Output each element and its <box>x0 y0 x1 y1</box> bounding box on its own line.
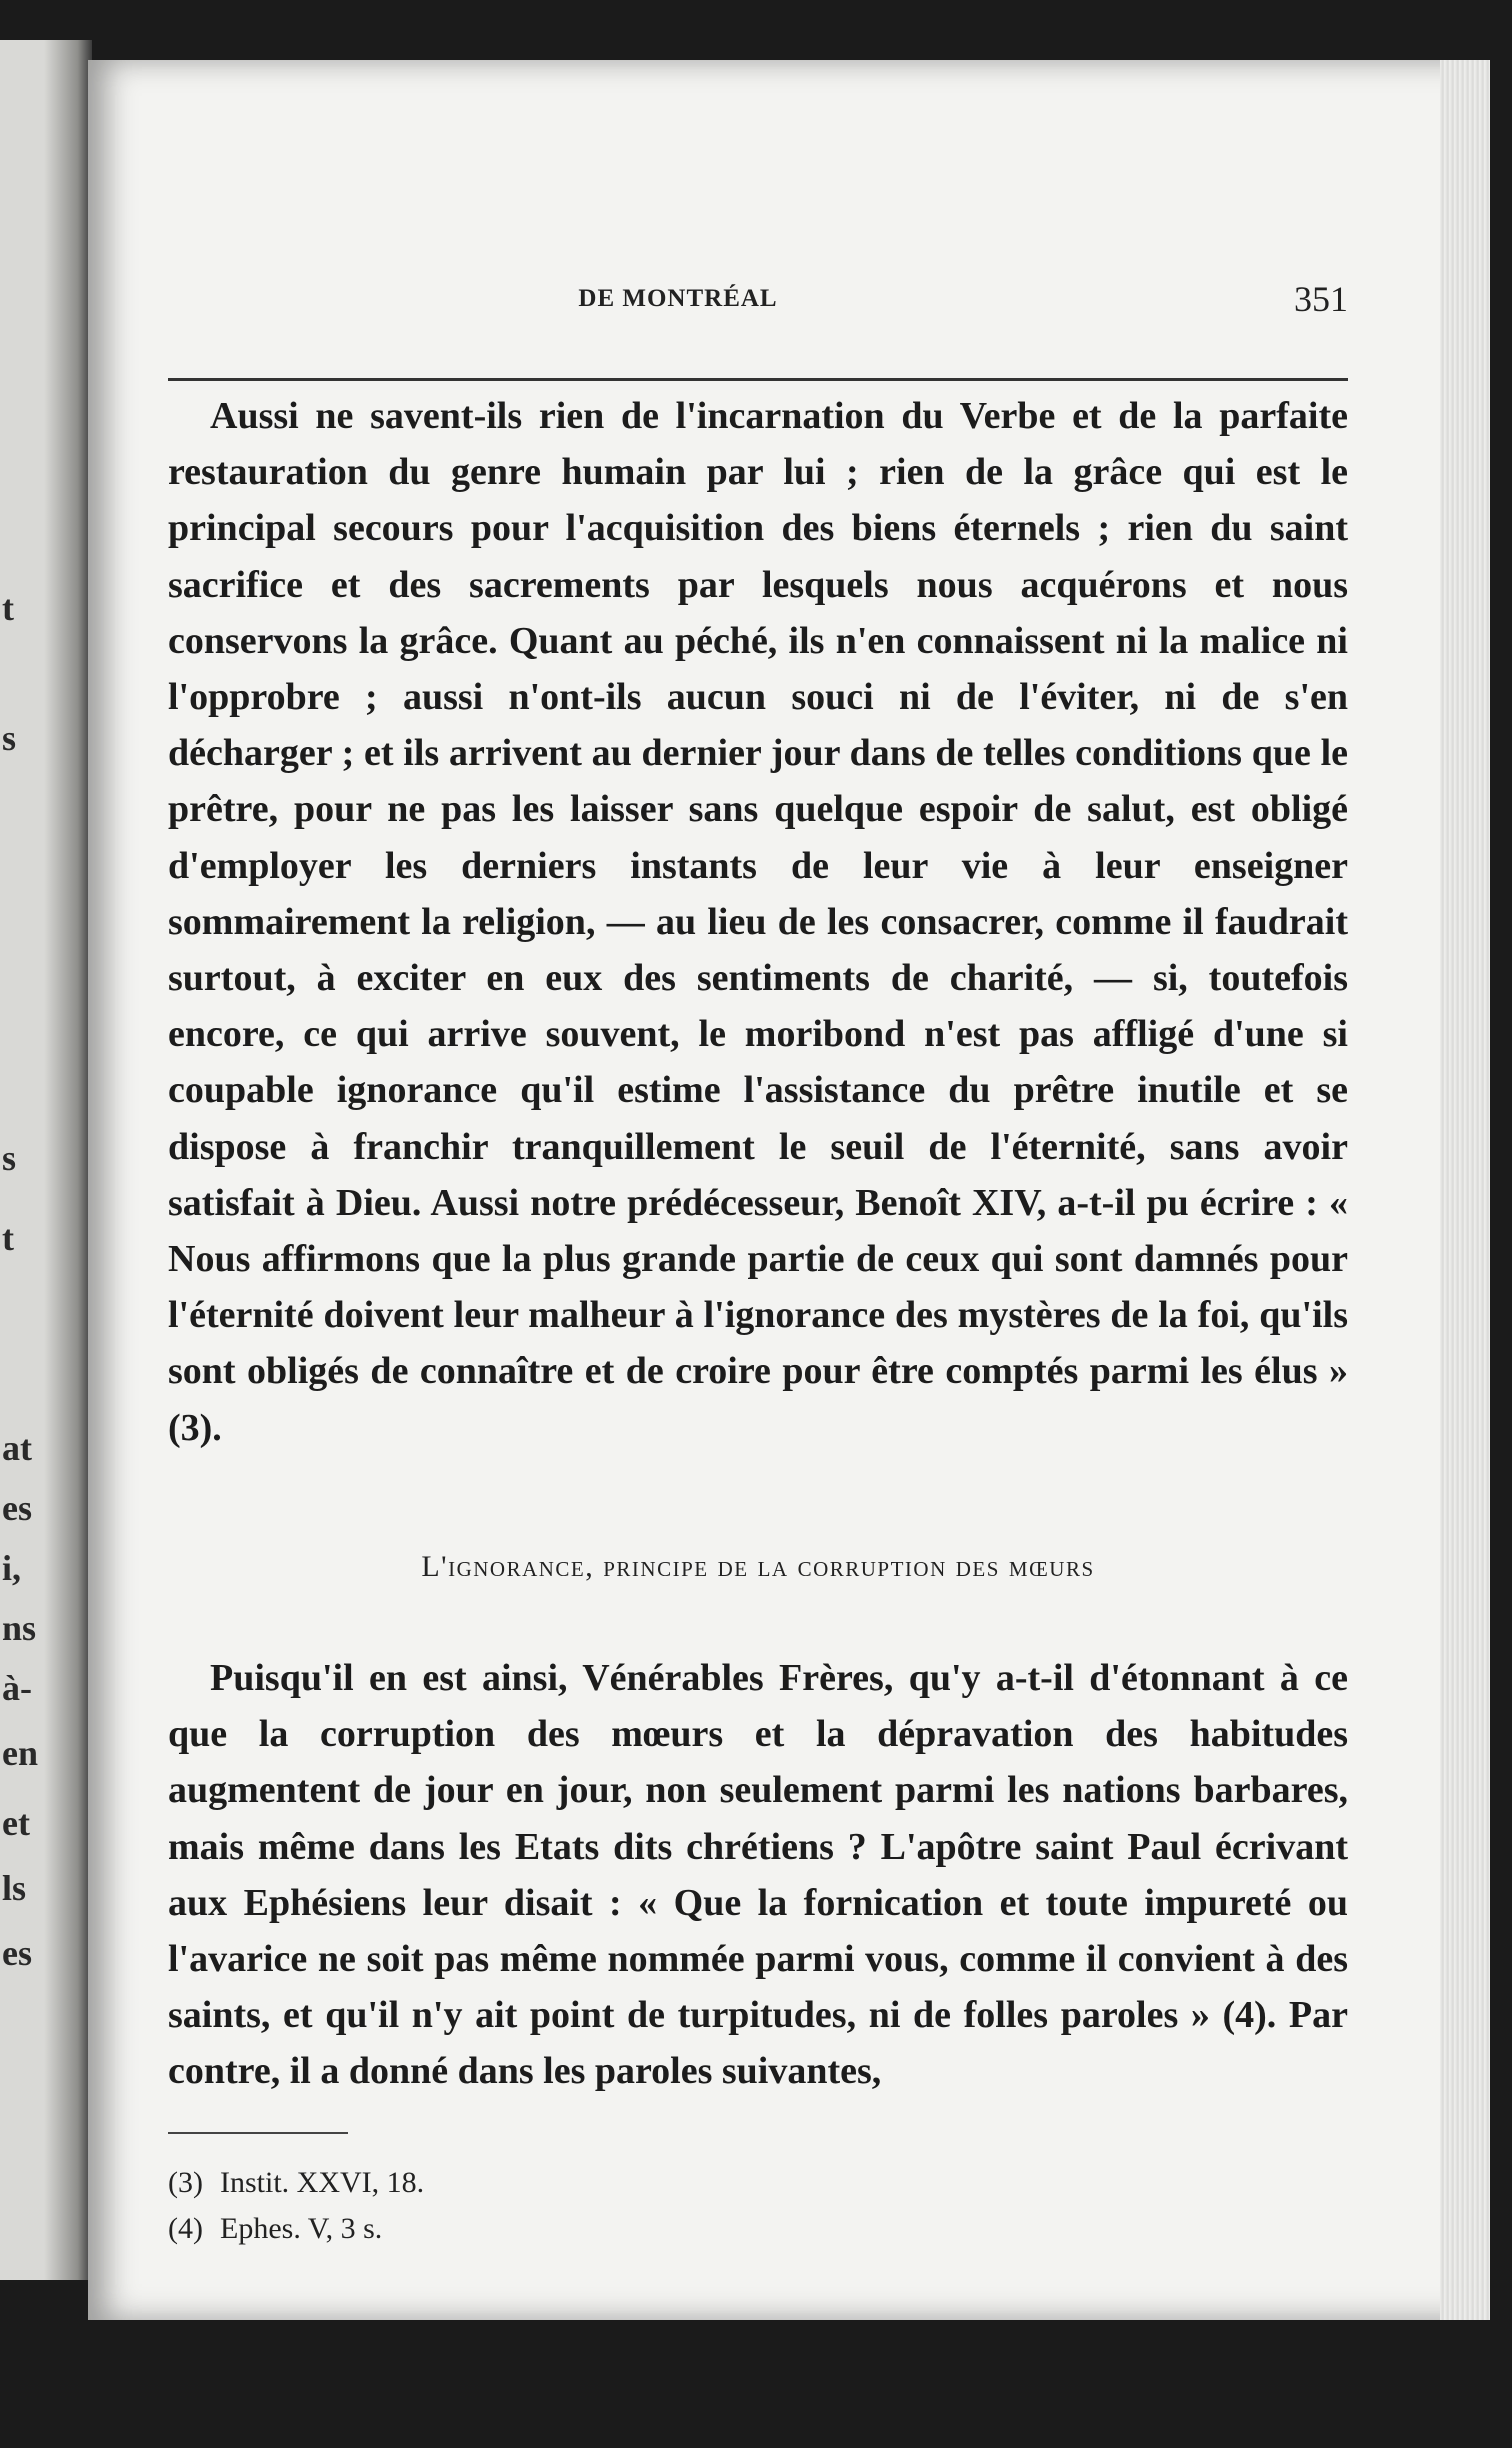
book-gutter <box>44 40 92 2280</box>
footnote-text: Ephes. V, 3 s. <box>220 2212 383 2245</box>
running-header <box>168 230 1348 330</box>
header-title: DE MONTRÉAL <box>578 285 778 312</box>
footnote-text: Instit. XXVI, 18. <box>220 2166 425 2199</box>
facing-page-fragment: t <box>2 588 14 628</box>
footnote <box>168 2206 1068 2252</box>
footnote-mark: (3) <box>168 2166 203 2199</box>
header-rule <box>168 378 1348 381</box>
facing-page-fragment: ns <box>2 1608 37 1648</box>
facing-page-fragment: t <box>2 1218 14 1258</box>
page-stack-edge <box>1440 60 1490 2320</box>
footnote-rule <box>168 2132 348 2134</box>
facing-page-fragment: à- <box>2 1668 32 1708</box>
facing-page-fragment: es <box>2 1933 32 1973</box>
body-paragraph: Puisqu'il en est ainsi, Vénérables Frères, qu'y a-t-il d'étonnant à ce que la corruption des mœurs et la dépravation des habitudes augmentent de jour en jour, non seulement parmi les nations barbares, mais même dans les Etats dits chrétiens ? L'apôtre saint Paul écrivant aux Ephésiens leur disait : « Que la fornication et toute impureté ou l'avarice ne soit pas même nommée parmi vous, comme il convient à des saints, et qu'il n'y ait point de turpitudes, ni de folles paroles » (4). Par contre, il a donné dans les paroles suivantes, <box>168 1657 1348 2093</box>
book-page <box>88 60 1458 2320</box>
facing-page-fragment: en <box>2 1733 38 1773</box>
section-heading: L'ignorance, principe de la corruption des mœurs <box>421 1550 1095 1583</box>
footnote <box>168 2160 1068 2206</box>
footnotes <box>168 2160 1068 2252</box>
body-paragraph: Aussi ne savent-ils rien de l'incarnation du Verbe et de la parfaite restauration du genre humain par lui ; rien de la grâce qui est le principal secours pour l'acquisition des biens éternels ; rien du saint sacrifice et des sacrements par lesquels nous acquérons et nous conservons la grâce. Quant au péché, ils n'en connaissent ni la malice ni l'opprobre ; aussi n'ont-ils aucun souci ni de l'éviter, ni de s'en décharger ; et ils arrivent au dernier jour dans de telles conditions que le prêtre, pour ne pas les laisser sans quelque espoir de salut, est obligé d'employer les derniers instants de leur vie à leur enseigner sommairement la religion, — au lieu de les consacrer, comme il faudrait surtout, à exciter en eux des sentiments de charité, — si, toutefois encore, ce qui arrive souvent, le moribond n'est pas affligé d'une si coupable ignorance qu'il estime l'assistance du prêtre inutile et se dispose à franchir tranquillement le seuil de l'éternité, sans avoir satisfait à Dieu. Aussi notre prédécesseur, Benoît XIV, a-t-il pu écrire : « Nous affirmons que la plus grande partie de ceux qui sont damnés pour l'éternité doivent leur malheur à l'ignorance des mystères de la foi, qu'ils sont obligés de connaître et de croire pour être comptés parmi les élus » (3). <box>168 395 1348 1449</box>
facing-page-fragment: es <box>2 1488 32 1528</box>
facing-page-fragment: ls <box>2 1868 27 1908</box>
page-number: 351 <box>1294 279 1348 319</box>
facing-page-fragment: at <box>2 1428 32 1468</box>
footnote-mark: (4) <box>168 2212 203 2245</box>
facing-page-fragment: et <box>2 1803 30 1843</box>
facing-page-fragment: i, <box>2 1548 22 1588</box>
facing-page-fragment: s <box>2 1138 17 1178</box>
facing-page-fragment: s <box>2 718 17 758</box>
